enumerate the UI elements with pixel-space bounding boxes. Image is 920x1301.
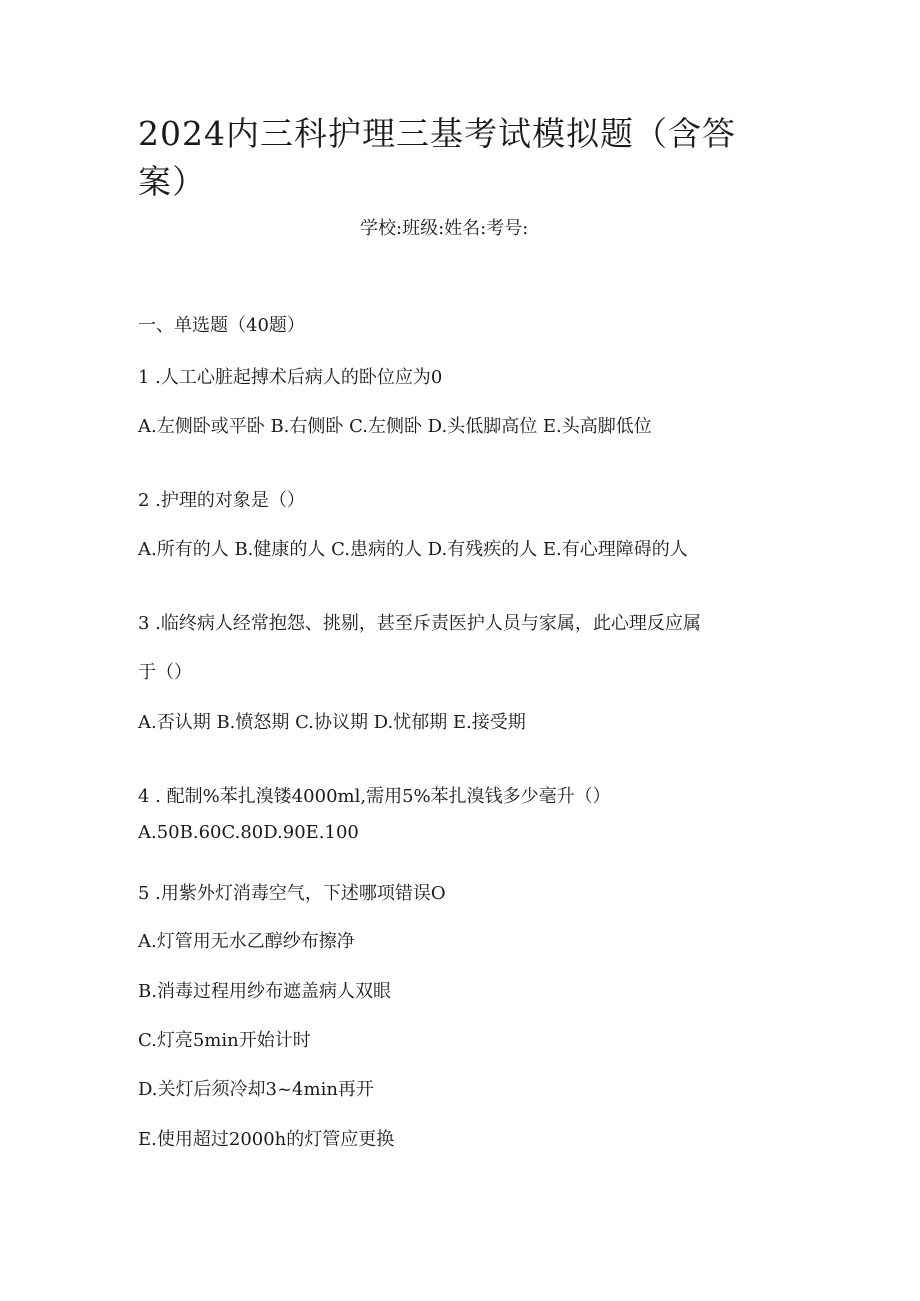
question-1-options: A.左侧卧或平卧 B.右侧卧 C.左侧卧 D.头低脚高位 E.头高脚低位 xyxy=(138,416,652,437)
question-5-stem: 5 .用紫外灯消毒空气，下述哪项错误O xyxy=(138,883,446,904)
question-5-option-e: E.使用超过2000h的灯管应更换 xyxy=(138,1129,395,1150)
document-title: 2024内三科护理三基考试模拟题（含答案） xyxy=(138,114,736,201)
question-3-stem-line2: 于（） xyxy=(138,662,192,683)
question-5-option-b: B.消毒过程用纱布遮盖病人双眼 xyxy=(138,981,391,1002)
question-1-stem: 1 .人工心脏起搏术后病人的卧位应为0 xyxy=(138,367,443,388)
question-5-option-d: D.关灯后须冷却3~4min再开 xyxy=(138,1079,374,1100)
student-info-line: 学校:班级:姓名:考号: xyxy=(360,218,529,239)
question-4-options: A.50B.60C.80D.90E.100 xyxy=(138,822,359,843)
question-3-stem-line1: 3 .临终病人经常抱怨、挑剔，甚至斥责医护人员与家属，此心理反应属 xyxy=(138,613,701,634)
question-3-options: A.否认期 B.愤怒期 C.协议期 D.忧郁期 E.接受期 xyxy=(138,712,526,733)
section-heading: 一、单选题（40题） xyxy=(138,315,305,336)
question-5-option-a: A.灯管用无水乙醇纱布擦净 xyxy=(138,931,355,952)
question-5-option-c: C.灯亮5min开始计时 xyxy=(138,1030,311,1051)
question-4-stem: 4 . 配制%苯扎溴镂4000ml,需用5%苯扎溴钱多少毫升（） xyxy=(138,786,611,807)
question-2-options: A.所有的人 B.健康的人 C.患病的人 D.有残疾的人 E.有心理障碍的人 xyxy=(138,539,688,560)
question-2-stem: 2 .护理的对象是（） xyxy=(138,490,305,511)
